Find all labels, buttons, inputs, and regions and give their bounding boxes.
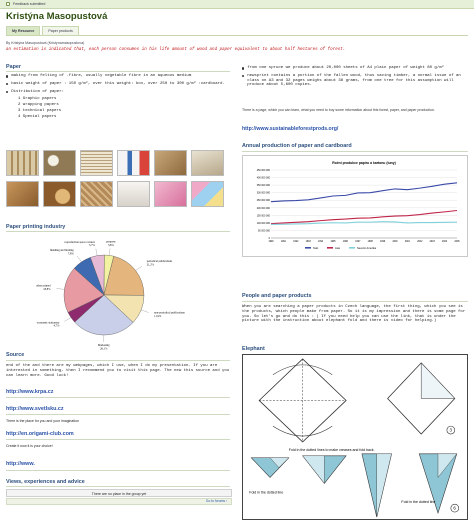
section-title-people: People and paper products bbox=[242, 293, 312, 299]
slice-value-label: 7,8% bbox=[67, 252, 74, 256]
paper-tubes-image[interactable] bbox=[43, 150, 76, 176]
slice-category-label: reproduction space carriers bbox=[64, 240, 95, 244]
y-tick-label: 350 000 000 bbox=[256, 184, 270, 188]
stacked-paper-image[interactable] bbox=[80, 150, 113, 176]
chart-title: Roční produkce papíru a kartonu (tuny) bbox=[332, 161, 396, 165]
slice-value-label: 26,1% bbox=[100, 347, 108, 351]
tissue-image[interactable] bbox=[117, 181, 150, 207]
section-title-paper: Paper bbox=[6, 64, 21, 70]
legend-swatch bbox=[305, 247, 311, 249]
x-tick-label: 1998 bbox=[367, 241, 373, 243]
step-number-3: 3 bbox=[449, 427, 452, 433]
chart-frame bbox=[242, 155, 468, 257]
section-title-views: Views, experiences and advice bbox=[6, 479, 85, 485]
list-item bbox=[6, 90, 232, 95]
colored-paper-image[interactable] bbox=[191, 181, 224, 207]
legend-swatch bbox=[349, 247, 355, 249]
fold-kite-b bbox=[377, 454, 392, 517]
empty-views-message: There are no place in the group yet bbox=[6, 489, 232, 497]
svetlsku-link[interactable]: http://www.svetlsku.cz bbox=[6, 406, 64, 412]
distribution-item: 4 Special papers bbox=[18, 114, 57, 119]
paper-list bbox=[6, 74, 232, 121]
product-thumbnails bbox=[6, 150, 232, 207]
slice-category-label: other printed bbox=[36, 284, 51, 288]
slice-value-label: 5,7% bbox=[88, 244, 95, 248]
forums-link[interactable]: Go to forums › bbox=[6, 498, 232, 505]
printing-industry-pie-chart bbox=[6, 233, 232, 351]
step-number-6: 6 bbox=[453, 505, 456, 511]
divider bbox=[242, 151, 468, 152]
list-item-text: Distribution of paper: bbox=[11, 89, 64, 94]
slice-category-label: prepress bbox=[106, 240, 116, 244]
info-note: There is a page, which you can learn, what you need to buy some information about this forest, paper, and paper production. bbox=[242, 108, 435, 112]
list-item-text: making from felting of .fibre, usually vegetable fibre in an aqueous medium bbox=[11, 74, 192, 78]
step1-text: Fold in the dotted lines to make creases and fold back. bbox=[288, 447, 375, 452]
list-item bbox=[242, 74, 468, 88]
section-title-elephant: Elephant bbox=[242, 346, 265, 352]
y-tick-label: 200 000 000 bbox=[256, 206, 270, 210]
paper-rolls-image[interactable] bbox=[6, 150, 39, 176]
distribution-item: 2 wrapping papers bbox=[18, 103, 59, 108]
feedback-label: Feedback submitted bbox=[13, 1, 46, 6]
section-title-source: Source bbox=[6, 352, 25, 358]
tab-my-resource[interactable]: My Resource bbox=[6, 26, 40, 35]
x-tick-label: 1996 bbox=[342, 241, 348, 243]
x-tick-label: 1991 bbox=[280, 241, 286, 243]
step2-text: Fold in the dotted line bbox=[249, 490, 284, 495]
x-tick-label: 1990 bbox=[268, 241, 274, 243]
list-item-text: basic weight of paper : 150 g/m², over this weight: box, over 250 to 300 g/m² :cardboard. bbox=[11, 81, 225, 86]
divider bbox=[242, 301, 468, 302]
list-item bbox=[6, 74, 232, 79]
fold-triangle-2b bbox=[303, 456, 325, 484]
fold-flap bbox=[421, 363, 455, 399]
x-tick-label: 1997 bbox=[355, 241, 361, 243]
feedback-bar bbox=[0, 0, 474, 9]
legend-label: Asie bbox=[335, 247, 341, 250]
distribution-item: 3 technical papers bbox=[18, 108, 62, 113]
slice-value-label: 21,2% bbox=[146, 263, 154, 267]
paper-bags-image[interactable] bbox=[154, 150, 187, 176]
x-tick-label: 2002 bbox=[417, 241, 423, 243]
people-paragraph: When you are searching a paper products in Czech language, the first thing, which you see is the products, which people make from paper. So it is my impression and there is some page for you. So let's go and do this : ( If you need help you can use the link, that is under the picture with the instruction about elephant fold and there is video for helping.) bbox=[242, 305, 466, 324]
x-tick-label: 2005 bbox=[454, 241, 460, 243]
elephant-instructions bbox=[242, 354, 468, 520]
imagination-note: There is the place for you and your imagination bbox=[6, 419, 79, 423]
y-tick-label: 400 000 000 bbox=[256, 176, 270, 180]
y-tick-label: 100 000 000 bbox=[256, 221, 270, 225]
divider bbox=[6, 486, 230, 487]
tab-divider bbox=[6, 35, 468, 36]
tab-paper-products[interactable]: Paper products bbox=[42, 26, 78, 35]
x-tick-label: 1992 bbox=[293, 241, 299, 243]
origami-diagram bbox=[243, 355, 467, 519]
divider bbox=[6, 414, 230, 415]
bullet-icon bbox=[6, 75, 8, 77]
wood-logs-image[interactable] bbox=[43, 181, 76, 207]
slice-category-label: non-periodical publications bbox=[154, 311, 185, 315]
step3-text: Fold in the dotted line bbox=[401, 500, 436, 505]
legend-label: Severní Amerika bbox=[357, 247, 377, 250]
bullet-icon bbox=[6, 91, 8, 93]
x-tick-label: 1994 bbox=[318, 241, 324, 243]
tab-bar bbox=[6, 26, 79, 35]
milk-cartons-image[interactable] bbox=[117, 150, 150, 176]
y-tick-label: 250 000 000 bbox=[256, 199, 270, 203]
x-tick-label: 2004 bbox=[442, 241, 448, 243]
series-line-svět bbox=[271, 183, 457, 202]
list-item-text: from one spruce we produce about 20,000 sheets of A4 plain paper of weight 80 g/m² bbox=[247, 66, 445, 70]
tagline: an estimation is indicated that, each person consumes in his life amount of wood and paper equivalent to about half hectares of forest. bbox=[6, 48, 346, 52]
leader-line bbox=[64, 318, 71, 322]
y-tick-label: 300 000 000 bbox=[256, 191, 270, 195]
section-title-production: Annual production of paper and cardboard bbox=[242, 143, 352, 149]
leader-line bbox=[109, 248, 110, 255]
x-tick-label: 2003 bbox=[429, 241, 435, 243]
corrugated-image[interactable] bbox=[80, 181, 113, 207]
check-icon bbox=[6, 2, 10, 6]
leader-line bbox=[56, 288, 64, 289]
y-tick-label: 0 bbox=[268, 237, 270, 240]
section-title-printing: Paper printing industry bbox=[6, 224, 66, 230]
bullet-icon bbox=[6, 83, 8, 85]
origami-club-link[interactable]: http://en.origami-club.com bbox=[6, 431, 74, 437]
choice-note: Create it now it is your choice! bbox=[6, 444, 53, 448]
krpa-link[interactable]: http://www.krpa.cz bbox=[6, 389, 54, 395]
slice-category-label: finishing and binding bbox=[49, 248, 74, 252]
list-item bbox=[242, 66, 468, 71]
leader-line bbox=[141, 310, 148, 313]
slice-value-label: 4,7% bbox=[53, 324, 60, 328]
sculptures-link[interactable]: http://www. bbox=[6, 461, 35, 467]
x-tick-label: 1999 bbox=[380, 241, 386, 243]
production-line-chart bbox=[243, 156, 467, 256]
divider bbox=[6, 360, 230, 361]
facts-list bbox=[242, 66, 468, 91]
leader-line bbox=[96, 249, 97, 256]
source-paragraph: end of the and there are my webpages, which I use, when I do my presentation. If you are interested in something, then I recommend you to visit this page. The new this source and you can learn more. Good luck! bbox=[6, 364, 230, 378]
x-tick-label: 1995 bbox=[330, 241, 336, 243]
y-tick-label: 50 000 000 bbox=[258, 229, 270, 233]
divider bbox=[6, 439, 230, 440]
bullet-icon bbox=[242, 67, 244, 69]
divider bbox=[6, 71, 230, 72]
slice-value-label: 11,9% bbox=[154, 314, 162, 318]
y-tick-label: 150 000 000 bbox=[256, 214, 270, 218]
page-title: Kristýna Masopustová bbox=[6, 11, 108, 22]
slice-category-label: economic stationery bbox=[36, 321, 60, 325]
slice-category-label: Marketing bbox=[97, 343, 110, 347]
cardboard-box-image[interactable] bbox=[6, 181, 39, 207]
leader-line bbox=[136, 266, 142, 270]
bullet-icon bbox=[242, 75, 244, 77]
divider bbox=[6, 231, 230, 232]
slice-category-label: periodical publications bbox=[146, 260, 173, 264]
list-item bbox=[6, 82, 232, 87]
x-tick-label: 2000 bbox=[392, 241, 398, 243]
legend-label: Svět bbox=[313, 247, 319, 250]
slice-value-label: 18,8% bbox=[43, 288, 51, 292]
leader-line bbox=[77, 256, 81, 262]
paper-products-image[interactable] bbox=[191, 150, 224, 176]
x-tick-label: 2001 bbox=[404, 241, 410, 243]
divider bbox=[6, 397, 230, 398]
divider bbox=[6, 470, 230, 471]
pink-products-image[interactable] bbox=[154, 181, 187, 207]
slice-value-label: 3,8% bbox=[107, 243, 114, 247]
list-item-text: newsprint contains a portion of the fallen wood, thus saving timber, a normal issue of an class on A3 and 32 pages weighs about 38 grams, from one tree for this assumption will produce about 5,600 copies. bbox=[247, 73, 461, 88]
y-tick-label: 450 000 000 bbox=[256, 169, 270, 172]
sustainable-forest-link[interactable]: http://www.sustainableforestprods.org/ bbox=[242, 126, 339, 132]
byline: By Kristýna Masopustová (Kristynamasopustova) bbox=[6, 41, 85, 45]
x-tick-label: 1993 bbox=[305, 241, 311, 243]
distribution-item: 1 Graphic papers bbox=[18, 97, 57, 102]
legend-swatch bbox=[327, 247, 333, 249]
